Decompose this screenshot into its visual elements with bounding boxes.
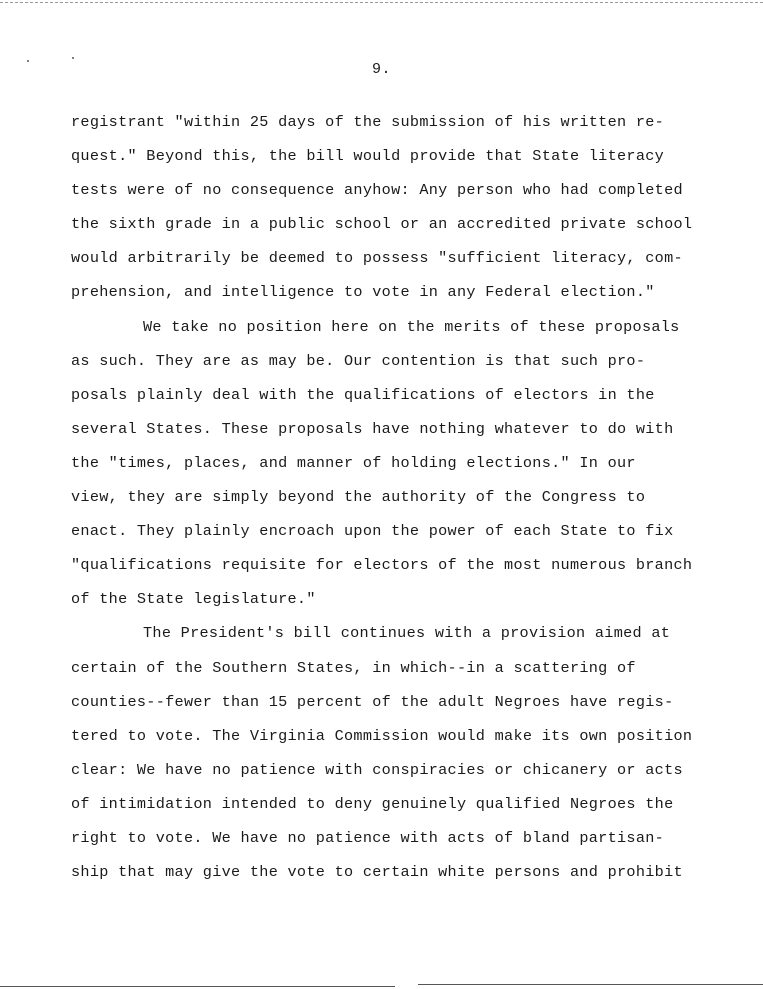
page-number: 9. (371, 61, 391, 78)
text-line: certain of the Southern States, in which--in a scattering of (71, 658, 636, 677)
text-line: counties--fewer than 15 percent of the adult Negroes have regis- (71, 692, 674, 711)
page-bottom-rule (418, 984, 763, 985)
text-line: enact. They plainly encroach upon the power of each State to fix (71, 522, 674, 541)
text-line: We take no position here on the merits of these proposals (143, 317, 680, 336)
text-line: prehension, and intelligence to vote in any Federal election." (71, 283, 655, 302)
text-line: ship that may give the vote to certain white persons and prohibit (71, 863, 683, 882)
text-line: The President's bill continues with a provision aimed at (143, 624, 671, 643)
text-line: clear: We have no patience with conspiracies or chicanery or acts (71, 760, 683, 779)
text-line: view, they are simply beyond the authority of the Congress to (71, 488, 646, 507)
text-line: of intimidation intended to deny genuinely qualified Negroes the (71, 794, 674, 813)
text-line: "qualifications requisite for electors of the most numerous branch (71, 556, 693, 575)
text-line: quest." Beyond this, the bill would provide that State literacy (71, 147, 665, 166)
page-bottom-rule (0, 986, 395, 987)
text-line: registrant "within 25 days of the submission of his written re- (71, 113, 665, 131)
text-line: tered to vote. The Virginia Commission would make its own position (71, 726, 693, 745)
text-line: posals plainly deal with the qualifications of electors in the (71, 385, 655, 404)
text-line: tests were of no consequence anyhow: Any person who had completed (71, 181, 683, 200)
text-line: of the State legislature." (71, 590, 316, 609)
text-line: the "times, places, and manner of holding elections." In our (71, 453, 636, 472)
text-line: would arbitrarily be deemed to possess "sufficient literacy, com- (71, 249, 683, 268)
text-line: the sixth grade in a public school or an accredited private school (71, 215, 693, 234)
text-line: several States. These proposals have nothing whatever to do with (71, 419, 674, 438)
text-line: as such. They are as may be. Our contention is that such pro- (71, 351, 646, 370)
text-line: right to vote. We have no patience with acts of bland partisan- (71, 828, 665, 847)
scan-speck (72, 57, 74, 59)
page-top-border (0, 2, 763, 3)
document-body (71, 111, 691, 895)
